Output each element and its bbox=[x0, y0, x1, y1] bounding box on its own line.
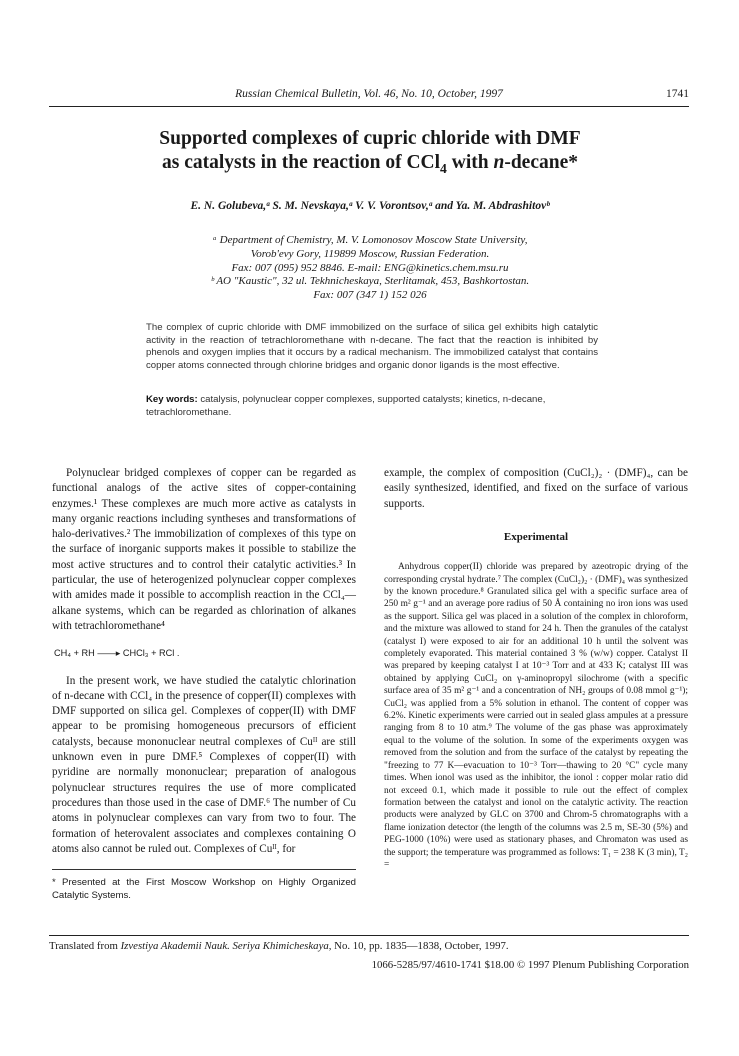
title-line-2-post: -decane* bbox=[504, 152, 578, 173]
keywords-text: catalysis, polynuclear copper complexes, supported catalysts; kinetics, n-decane, tetrachloromethane. bbox=[146, 394, 546, 418]
reaction-equation: CH₄ + RH ——▸ CHCl₃ + RCl . bbox=[54, 648, 180, 659]
copyright-line: 1066-5285/97/4610-1741 $18.00 © 1997 Plenum Publishing Corporation bbox=[371, 959, 689, 971]
author-list: E. N. Golubeva,ᵃ S. M. Nevskaya,ᵃ V. V. Vorontsov,ᵃ and Ya. M. Abdrashitovᵇ bbox=[190, 200, 550, 212]
abstract: The complex of cupric chloride with DMF immobilized on the surface of silica gel exhibits high catalytic activity in the reaction of tetrachloromethane with n-decane. The fact that the reaction is inhibited by phenols and oxygen implies that it occurs by a radical mechanism. The immobilized catalyst that contains copper atoms connected through chlorine bridges and organic donor ligands is the most effective. bbox=[146, 322, 598, 371]
affiliations bbox=[150, 234, 590, 303]
translation-pre: Translated from bbox=[49, 940, 121, 952]
body-paragraph: In the present work, we have studied the catalytic chlorination of n-decane with CCl₄ in the presence of copper(II) complexes with DMF supported on silica gel. Complexes of copper(II) with DMF appear to be promising homogeneous precursors of efficient catalysts, because mononuclear neutral complexes of Cuᴵᴵ are still unknown even in pure DMF.⁵ Complexes of copper(II) with pyridine are normally mononuclear; preparation of analogous polynuclear structures requires the use of more complicated procedures than those used in the case of DMF.⁶ The number of Cu atoms in polynuclear complexes can vary from two to four. The formation of heterovalent associates and complexes containing O atoms also cannot be ruled out. Complexes of Cuᴵᴵ, for bbox=[52, 674, 356, 855]
affiliation-line: Fax: 007 (095) 952 8846. E-mail: ENG@kinetics.chem.msu.ru bbox=[231, 261, 509, 274]
title-italic-n: n bbox=[493, 152, 505, 173]
translation-post: No. 10, pp. 1835—1838, October, 1997. bbox=[331, 940, 509, 952]
body-paragraph: example, the complex of composition (CuCl₂)₂ · (DMF)₄, can be easily synthesized, identified, and fixed on the surface of various supports. bbox=[384, 467, 688, 510]
affiliation-line: ᵇ AO "Kaustic", 32 ul. Tekhnicheskaya, Sterlitamak, 453, Bashkortostan. bbox=[210, 275, 530, 288]
title-subscript: 4 bbox=[440, 160, 447, 176]
affiliation-line: ᵃ Department of Chemistry, M. V. Lomonosov Moscow State University, bbox=[212, 234, 528, 246]
affiliation-line: Fax: 007 (347 1) 152 026 bbox=[313, 289, 427, 302]
paper-title bbox=[60, 127, 680, 175]
title-line-2-mid: with bbox=[446, 152, 494, 173]
keywords-label: Key words: bbox=[146, 394, 198, 405]
header-rule bbox=[49, 106, 689, 107]
running-header bbox=[49, 88, 689, 106]
title-line-2-pre: as catalysts in the reaction of CCl bbox=[162, 152, 441, 173]
footnote: * Presented at the First Moscow Workshop on Highly Organized Catalytic Systems. bbox=[52, 877, 356, 901]
footnote-rule bbox=[52, 869, 356, 870]
page-number: 1741 bbox=[666, 88, 689, 100]
footer-rule bbox=[49, 935, 689, 936]
left-column bbox=[52, 466, 356, 902]
affiliation-line: Vorob'evy Gory, 119899 Moscow, Russian Federation. bbox=[250, 247, 490, 260]
translation-note bbox=[49, 940, 509, 952]
journal-citation: Russian Chemical Bulletin, Vol. 46, No. 10, October, 1997 bbox=[235, 88, 503, 100]
translation-source: Izvestiya Akademii Nauk. Seriya Khimicheskaya, bbox=[120, 940, 332, 952]
section-heading: Experimental bbox=[503, 530, 569, 543]
keywords bbox=[146, 394, 598, 419]
right-column bbox=[384, 466, 688, 871]
title-line-1: Supported complexes of cupric chloride with DMF bbox=[159, 128, 581, 149]
experimental-paragraph: Anhydrous copper(II) chloride was prepared by azeotropic drying of the corresponding crystal hydrate.⁷ The complex (CuCl₂)₂ · (DMF)₄ was synthesized by the known procedure.⁸ Granulated silica gel with a specific surface area of 250 m² g⁻¹ and an average pore radius of 50 Å containing no iron ions was used as the support. Silica gel was placed in a solution of the complex in chloroform, and the mixture was allowed to stand for 24 h. Then the granules of the catalyst (catalyst I) were exposed to air for an additional 10 h until the solvent was completely evaporated. This material contained 3 % (w/w) copper. Catalyst II was prepared by keeping catalyst I at 10⁻³ Torr and at 433 K; catalyst III was obtained by applying CuCl₂ on γ-aminopropyl silochrome (with a specific surface area of 35 m² g⁻¹ and a concentration of NH₂ groups of 0.08 mmol g⁻¹); CuCl₂ was applied from a 5% solution in ethanol. The content of copper was 6.2%. Kinetic experiments were carried out in sealed glass ampules at a pressure ranging from 8 to 10 atm.⁹ The volume of the gas phase was approximately equal to the volume of the solution. In some of the experiments oxygen was removed from the solution and from the surface of the catalyst by repeating the "freezing to 77 K—evacuation to 10⁻³ Torr—thawing to 20 °C" cycle many times. When ionol was used as the inhibitor, the ionol : copper molar ratio did not exceed 0.1, which made it possible to rule out the effect of complex formation between the catalyst and ionol on the catalytic activity. The reaction products were analyzed by GLC on 3700 and Chrom-5 chromatographs with a flame ionization detector (the length of the columns was 2.5 m, SE-30 (5%) and PEG-1000 (10%) were used as stationary phases, and Chromaton was used as the support; the temperature was programmed as follows: T₁ = 238 K (3 min), T₂ = bbox=[384, 562, 688, 870]
body-paragraph: Polynuclear bridged complexes of copper can be regarded as functional analogs of the active sites of copper-containing enzymes.¹ These complexes are much more active as catalysts in many organic reactions including syntheses and transformations of halo-derivatives.² The immobilization of complexes of this type on the surface of inorganic supports makes it possible to stabilize the most active structures and to control their catalytic activities.³ In particular, the use of heterogenized polynuclear copper complexes with amides made it possible to accomplish reaction in the CCl₄—alkane systems, which can be regarded as chlorination of alkanes with tetrachloromethane⁴ bbox=[52, 467, 356, 632]
